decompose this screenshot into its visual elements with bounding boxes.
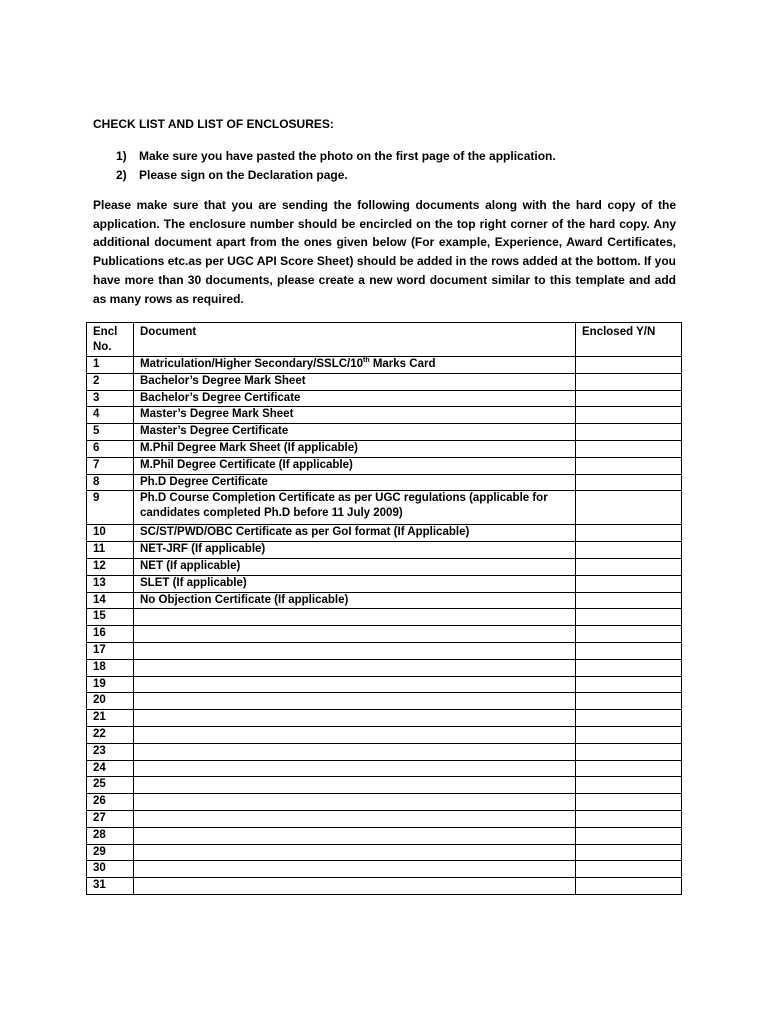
document-cell (134, 760, 576, 777)
encl-no-cell: 27 (87, 810, 134, 827)
encl-no-cell: 1 (87, 357, 134, 374)
document-cell: NET-JRF (If applicable) (134, 542, 576, 559)
encl-no-cell: 2 (87, 373, 134, 390)
document-cell: M.Phil Degree Mark Sheet (If applicable) (134, 440, 576, 457)
document-cell: SLET (If applicable) (134, 575, 576, 592)
table-row (87, 407, 682, 424)
table-row (87, 373, 682, 390)
intro-paragraph: Please make sure that you are sending the following documents along with the hard copy of the application. The enclosure number should be encircled on the top right corner of the hard copy. Any additional document apart from the ones given below (For example, Experience, Award Certificates, Publications etc.as per UGC API Score Sheet) should be added in the rows added at the bottom. If you have more than 30 documents, please create a new word document similar to this template and add as many rows as required. (93, 198, 676, 306)
encl-no-cell: 13 (87, 575, 134, 592)
encl-no-cell: 8 (87, 474, 134, 491)
table-row (87, 440, 682, 457)
enclosed-cell[interactable] (576, 407, 682, 424)
document-cell (134, 693, 576, 710)
document-cell (134, 357, 576, 374)
table-row (87, 491, 682, 525)
table-row (87, 626, 682, 643)
encl-no-cell: 18 (87, 659, 134, 676)
table-row (87, 642, 682, 659)
document-cell: Ph.D Degree Certificate (134, 474, 576, 491)
encl-no-cell: 16 (87, 626, 134, 643)
document-cell (134, 810, 576, 827)
document-cell (134, 659, 576, 676)
document-cell (134, 861, 576, 878)
enclosed-cell[interactable] (576, 676, 682, 693)
document-cell (134, 710, 576, 727)
encl-no-cell: 30 (87, 861, 134, 878)
table-body (87, 357, 682, 895)
document-cell: NET (If applicable) (134, 558, 576, 575)
enclosed-cell[interactable] (576, 525, 682, 542)
document-cell (134, 794, 576, 811)
table-row (87, 861, 682, 878)
table-row (87, 542, 682, 559)
encl-no-cell: 28 (87, 827, 134, 844)
checklist-item (116, 166, 556, 185)
enclosed-cell[interactable] (576, 794, 682, 811)
encl-no-cell: 29 (87, 844, 134, 861)
encl-no-cell: 4 (87, 407, 134, 424)
document-cell: Master’s Degree Mark Sheet (134, 407, 576, 424)
encl-no-cell: 24 (87, 760, 134, 777)
table-row (87, 558, 682, 575)
enclosed-cell[interactable] (576, 609, 682, 626)
document-cell: No Objection Certificate (If applicable) (134, 592, 576, 609)
checklist (116, 147, 556, 185)
table-row (87, 474, 682, 491)
enclosed-cell[interactable] (576, 357, 682, 374)
table-row (87, 676, 682, 693)
document-text: Matriculation/Higher Secondary/SSLC/10 (140, 358, 364, 370)
table-row (87, 357, 682, 374)
table-row (87, 457, 682, 474)
enclosed-cell[interactable] (576, 642, 682, 659)
table-row (87, 810, 682, 827)
enclosed-cell[interactable] (576, 424, 682, 441)
table-row (87, 743, 682, 760)
enclosed-cell[interactable] (576, 760, 682, 777)
table-row (87, 777, 682, 794)
enclosed-cell[interactable] (576, 777, 682, 794)
document-cell: Bachelor’s Degree Certificate (134, 390, 576, 407)
encl-no-cell: 11 (87, 542, 134, 559)
document-cell (134, 726, 576, 743)
document-cell (134, 642, 576, 659)
table-row (87, 575, 682, 592)
checklist-item-number: 1) (116, 149, 127, 163)
document-cell: Bachelor’s Degree Mark Sheet (134, 373, 576, 390)
encl-no-cell: 17 (87, 642, 134, 659)
document-cell (134, 609, 576, 626)
document-cell (134, 676, 576, 693)
checklist-item-number: 2) (116, 168, 127, 182)
enclosed-cell[interactable] (576, 491, 682, 525)
table-row (87, 693, 682, 710)
enclosed-cell[interactable] (576, 861, 682, 878)
table-row (87, 844, 682, 861)
encl-no-cell: 23 (87, 743, 134, 760)
enclosed-cell[interactable] (576, 626, 682, 643)
table-row (87, 390, 682, 407)
table-row (87, 827, 682, 844)
table-row (87, 760, 682, 777)
encl-no-cell: 15 (87, 609, 134, 626)
enclosed-cell[interactable] (576, 710, 682, 727)
document-cell: M.Phil Degree Certificate (If applicable) (134, 457, 576, 474)
encl-no-cell: 9 (87, 491, 134, 525)
document-cell (134, 827, 576, 844)
encl-no-cell: 22 (87, 726, 134, 743)
checklist-item-text: Make sure you have pasted the photo on the first page of the application. (139, 149, 556, 163)
encl-no-cell: 21 (87, 710, 134, 727)
document-cell (134, 844, 576, 861)
superscript-text: th (363, 357, 370, 365)
enclosed-cell[interactable] (576, 558, 682, 575)
enclosed-cell[interactable] (576, 726, 682, 743)
document-cell: Master’s Degree Certificate (134, 424, 576, 441)
table-row (87, 726, 682, 743)
encl-no-cell: 12 (87, 558, 134, 575)
table-row (87, 609, 682, 626)
enclosed-cell[interactable] (576, 390, 682, 407)
enclosed-cell[interactable] (576, 844, 682, 861)
enclosures-table (86, 322, 682, 895)
document-text-suffix: Marks Card (369, 358, 436, 370)
enclosed-cell[interactable] (576, 810, 682, 827)
encl-no-cell: 20 (87, 693, 134, 710)
header-encl-no: Encl No. (87, 323, 134, 357)
enclosed-cell[interactable] (576, 457, 682, 474)
table-header-row (87, 323, 682, 357)
document-cell (134, 743, 576, 760)
document-cell (134, 777, 576, 794)
table-row (87, 525, 682, 542)
checklist-item-text: Please sign on the Declaration page. (139, 168, 348, 182)
table-row (87, 592, 682, 609)
table-row (87, 794, 682, 811)
enclosed-cell[interactable] (576, 474, 682, 491)
enclosed-cell[interactable] (576, 743, 682, 760)
document-cell (134, 878, 576, 895)
document-cell: SC/ST/PWD/OBC Certificate as per GoI format (If Applicable) (134, 525, 576, 542)
encl-no-cell: 6 (87, 440, 134, 457)
table-row (87, 878, 682, 895)
table-row (87, 710, 682, 727)
enclosed-cell[interactable] (576, 693, 682, 710)
encl-no-cell: 14 (87, 592, 134, 609)
enclosed-cell[interactable] (576, 827, 682, 844)
enclosed-cell[interactable] (576, 878, 682, 895)
header-enclosed: Enclosed Y/N (576, 323, 682, 357)
enclosed-cell[interactable] (576, 592, 682, 609)
enclosed-cell[interactable] (576, 542, 682, 559)
page-heading: CHECK LIST AND LIST OF ENCLOSURES: (93, 117, 334, 131)
encl-no-cell: 19 (87, 676, 134, 693)
encl-no-cell: 26 (87, 794, 134, 811)
table-row (87, 424, 682, 441)
encl-no-cell: 31 (87, 878, 134, 895)
enclosed-cell[interactable] (576, 575, 682, 592)
document-cell (134, 626, 576, 643)
encl-no-cell: 10 (87, 525, 134, 542)
document-cell: Ph.D Course Completion Certificate as per UGC regulations (applicable for candidates completed Ph.D before 11 July 2009) (134, 491, 576, 525)
enclosed-cell[interactable] (576, 440, 682, 457)
encl-no-cell: 7 (87, 457, 134, 474)
enclosed-cell[interactable] (576, 659, 682, 676)
checklist-item (116, 147, 556, 166)
table-row (87, 659, 682, 676)
enclosed-cell[interactable] (576, 373, 682, 390)
header-document: Document (134, 323, 576, 357)
encl-no-cell: 25 (87, 777, 134, 794)
encl-no-cell: 5 (87, 424, 134, 441)
encl-no-cell: 3 (87, 390, 134, 407)
